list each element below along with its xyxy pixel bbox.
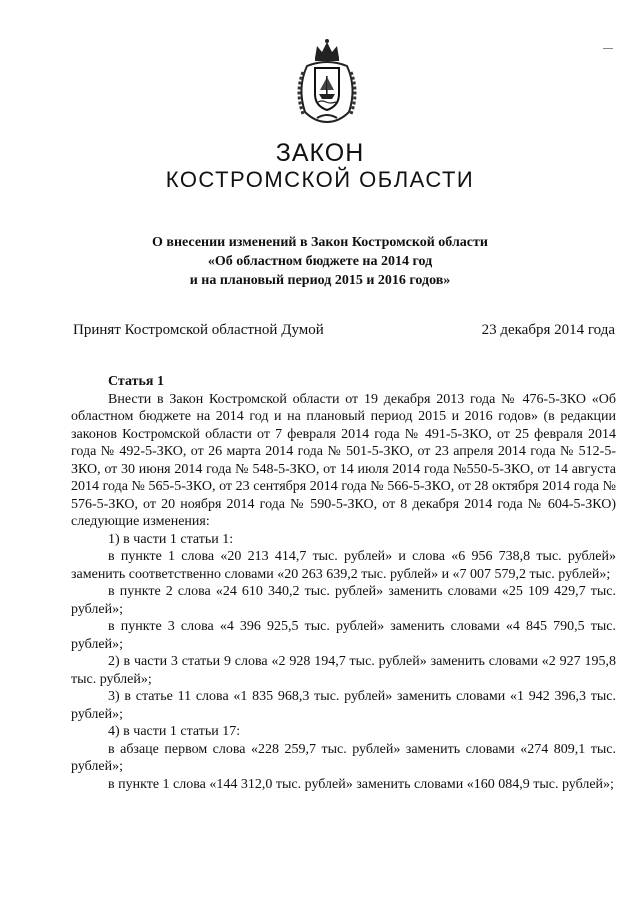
subtitle-line: «Об областном бюджете на 2014 год	[207, 254, 433, 269]
paragraph: в абзаце первом слова «228 259,7 тыс. рублей» заменить словами «274 809,1 тыс. рублей»;	[71, 741, 616, 774]
paragraph: 4) в части 1 статьи 17:	[108, 724, 241, 739]
paragraph: в пункте 2 слова «24 610 340,2 тыс. рублей» заменить словами «25 109 429,7 тыс. рублей»;	[71, 584, 616, 617]
document-region: КОСТРОМСКОЙ ОБЛАСТИ	[165, 167, 475, 192]
coat-of-arms-icon	[291, 38, 363, 124]
corner-mark: —	[603, 43, 613, 54]
paragraph: 3) в статье 11 слова «1 835 968,3 тыс. рублей» заменить словами «1 942 396,3 тыс. рублей»;	[71, 689, 616, 722]
paragraph: в пункте 1 слова «20 213 414,7 тыс. рублей» и слова «6 956 738,8 тыс. рублей» заменить соответственно словами «20 263 639,2 тыс. рублей» и «7 007 579,2 тыс. рублей»;	[71, 549, 616, 582]
document-subtitle	[0, 233, 640, 290]
paragraph: 1) в части 1 статьи 1:	[108, 531, 234, 547]
paragraph: в пункте 1 слова «144 312,0 тыс. рублей» заменить словами «160 084,9 тыс. рублей»;	[108, 776, 614, 792]
document-body	[71, 373, 616, 793]
subtitle-line: О внесении изменений в Закон Костромской области	[152, 235, 488, 250]
paragraph: Внести в Закон Костромской области от 19 декабря 2013 года № 476-5-ЗКО «Об областном бюджете на 2014 год и на плановый период 2015 и 2016 годов» (в редакции законов Костромской области от 7 февраля 2014 года № 491-5-ЗКО, от 25 февраля 2014 года № 492-5-ЗКО, от 26 марта 2014 года № 501-5-ЗКО, от 23 апреля 2014 года № 512-5-ЗКО, от 30 июня 2014 года № 548-5-ЗКО, от 14 июля 2014 года №550-5-ЗКО, от 14 августа 2014 года № 565-5-ЗКО, от 23 сентября 2014 года № 566-5-ЗКО, от 28 октября 2014 года № 576-5-ЗКО, от 20 ноября 2014 года № 590-5-ЗКО, от 8 декабря 2014 года № 604-5-ЗКО) следующие изменения:	[71, 391, 616, 529]
paragraph: 2) в части 3 статьи 9 слова «2 928 194,7 тыс. рублей» заменить словами «2 927 195,8 тыс. рублей»;	[71, 654, 616, 687]
document-title: ЗАКОН	[275, 139, 365, 167]
adopted-by: Принят Костромской областной Думой	[73, 322, 324, 338]
adopted-date: 23 декабря 2014 года	[481, 322, 615, 338]
subtitle-line: и на плановый период 2015 и 2016 годов»	[189, 273, 451, 288]
article-heading: Статья 1	[108, 374, 164, 389]
paragraph: в пункте 3 слова «4 396 925,5 тыс. рублей» заменить словами «4 845 790,5 тыс. рублей»;	[71, 619, 616, 652]
